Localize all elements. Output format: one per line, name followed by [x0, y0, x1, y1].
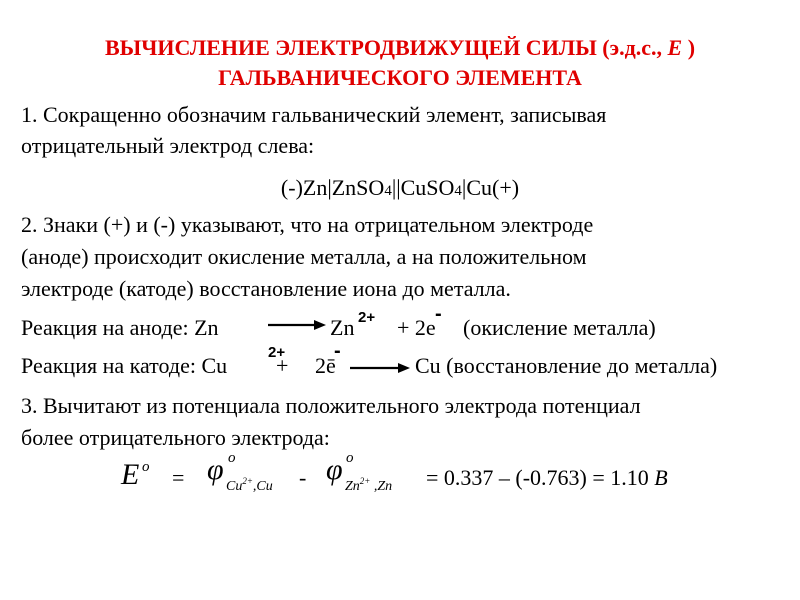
formula-minus: -: [299, 465, 307, 490]
paragraph-2-line-2: (аноде) происходит окисление металла, а на положительном: [21, 244, 587, 269]
title-line1-text: ВЫЧИСЛЕНИЕ ЭЛЕКТРОДВИЖУЩЕЙ СИЛЫ (э.д.с.,: [104, 35, 668, 60]
anode-note: (окисление металла): [463, 315, 656, 340]
formula-phi-cu: φ: [207, 453, 224, 486]
formula-phi-zn: φ: [326, 453, 343, 486]
phi-cu-metal: ,Cu: [252, 479, 273, 494]
title-line1-close: ): [682, 35, 696, 60]
cathode-electrons: 2ē: [315, 353, 336, 378]
scheme-part-2: ||CuSO: [391, 175, 455, 200]
paragraph-2-line-3: электроде (катоде) восстановление иона до металла.: [21, 276, 511, 301]
cathode-electron-minus: -: [334, 340, 341, 362]
formula-phi-zn-subscript: [345, 476, 393, 495]
paragraph-2-line-1: 2. Знаки (+) и (-) указывают, что на отрицательном электроде: [21, 212, 594, 237]
anode-reaction-prefix: Реакция на аноде: Zn: [21, 315, 219, 340]
scheme-part-3: |Cu(+): [461, 175, 520, 200]
scheme-subscript-1: 4: [384, 183, 392, 199]
formula-equals: =: [172, 465, 185, 490]
paragraph-1-line-1: 1. Сокращенно обозначим гальванический элемент, записывая: [21, 102, 607, 127]
formula-phi-cu-subscript: [226, 476, 273, 495]
formula-emf-superscript: o: [142, 459, 150, 475]
paragraph-3-line-1: 3. Вычитают из потенциала положительного электрода потенциал: [21, 393, 641, 418]
formula-result-value: = 0.337 – (-0.763) = 1.10: [426, 465, 655, 490]
paragraph-1-line-2: отрицательный электрод слева:: [21, 133, 315, 158]
paragraph-3-line-2: более отрицательного электрода:: [21, 425, 330, 450]
anode-charge: 2+: [358, 309, 376, 326]
phi-cu-ion: Cu: [226, 479, 243, 494]
cathode-charge: 2+: [268, 344, 286, 361]
anode-product: Zn: [330, 315, 355, 340]
formula-phi-zn-superscript: o: [346, 450, 354, 466]
formula-result-unit: В: [654, 465, 668, 490]
cathode-reaction-arrow: [350, 361, 410, 375]
formula-phi-cu-superscript: o: [228, 450, 236, 466]
anode-electron-minus: -: [435, 303, 442, 325]
cathode-plus: +: [276, 353, 289, 378]
page-title: [0, 34, 800, 62]
formula-emf-symbol: E: [121, 458, 140, 491]
cathode-reaction-prefix: Реакция на катоде: Cu: [21, 353, 228, 378]
phi-cu-ion-charge: 2+: [242, 476, 253, 486]
scheme-subscript-2: 4: [454, 183, 462, 199]
cell-scheme: [0, 173, 800, 206]
page-subtitle: ГАЛЬВАНИЧЕСКОГО ЭЛЕМЕНТА: [218, 65, 582, 90]
anode-reaction-arrow: [268, 318, 326, 332]
scheme-part-1: (-)Zn|ZnSO: [280, 175, 385, 200]
cathode-product: Cu (восстановление до металла): [415, 353, 718, 378]
phi-zn-metal: ,Zn: [370, 479, 393, 494]
anode-electrons: + 2e: [397, 315, 436, 340]
phi-zn-ion-charge: 2+: [359, 476, 371, 486]
formula-result: [426, 463, 668, 493]
phi-zn-ion: Zn: [345, 479, 360, 494]
title-emf-symbol: Е: [667, 35, 683, 60]
